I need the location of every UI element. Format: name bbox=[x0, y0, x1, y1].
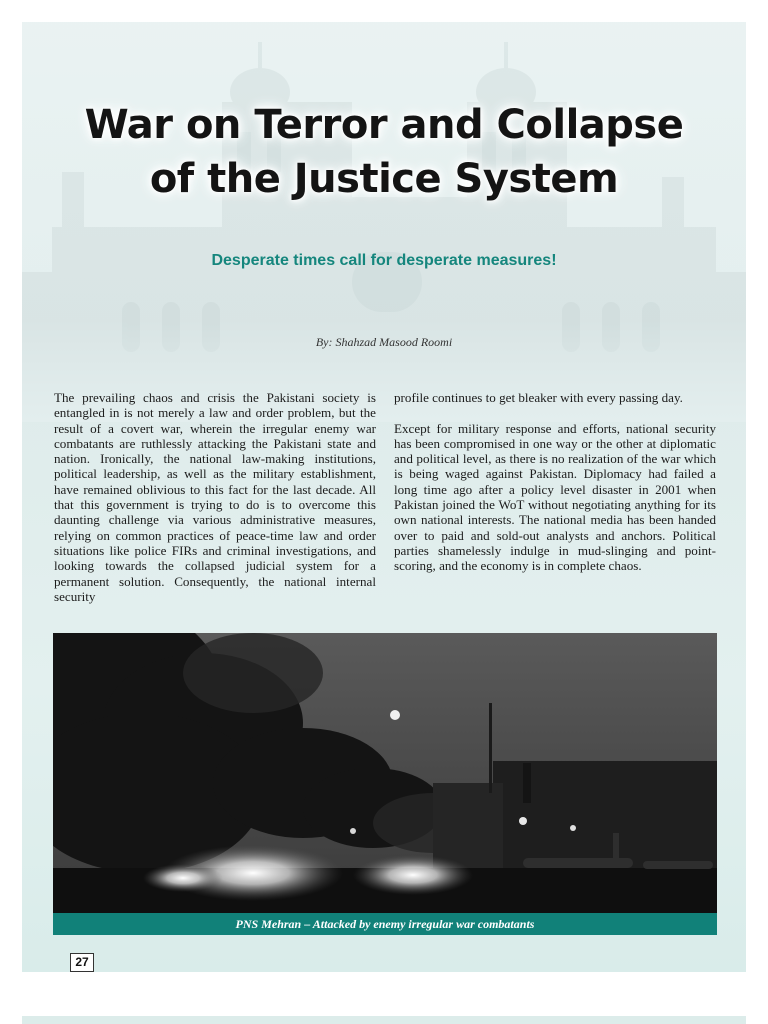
body-paragraph: The prevailing chaos and crisis the Pakistani society is entangled in is not merely a law and order problem, but the result of a covert war, wherein the irregular enemy war combatants are ruthlessly attacking the Pakistani state and nation. Ironically, the national law-making institutions, political leadership, as well as the military establishment, have remained oblivious to this fact for the last decade. All that this government is trying to do is to overcome this daunting challenge via various administrative measures, relying on common practices of peace-time law and order situations like police FIRs and criminal investigations, and looking towards the collapsed judicial system for a permanent solution. Consequently, the national internal security bbox=[54, 390, 376, 604]
article-subtitle: Desperate times call for desperate measures! bbox=[211, 252, 557, 269]
next-page-edge bbox=[22, 1016, 746, 1024]
building-background-image bbox=[22, 22, 746, 422]
body-column-left bbox=[54, 390, 376, 619]
magazine-page bbox=[22, 22, 746, 972]
photo-caption: PNS Mehran – Attacked by enemy irregular war combatants bbox=[53, 913, 717, 935]
article-photo bbox=[53, 633, 717, 913]
body-paragraph: profile continues to get bleaker with every passing day. bbox=[394, 390, 683, 405]
page-number: 27 bbox=[70, 953, 94, 972]
body-paragraph: Except for military response and efforts, national security has been compromised in one way or the other at diplomatic and political level, as there is no realization of the war which is being waged against Pakistan. Diplomacy had failed a long time ago after a policy level disaster in 2001 when Pakistan joined the WoT without negotiating anything for its own national interests. The national media has been handed over to paid and sold-out analysts and anchors. Political parties shamelessly indulge in mud-slinging and point-scoring, and the economy is in complete chaos. bbox=[394, 420, 716, 574]
article-title-line-2: of the Justice System bbox=[149, 156, 619, 202]
article-title-line-1: War on Terror and Collapse bbox=[84, 102, 684, 148]
fire-scene-image bbox=[53, 633, 717, 913]
article-byline: By: Shahzad Masood Roomi bbox=[315, 335, 453, 349]
body-column-right bbox=[394, 390, 716, 589]
article-title bbox=[22, 98, 746, 206]
